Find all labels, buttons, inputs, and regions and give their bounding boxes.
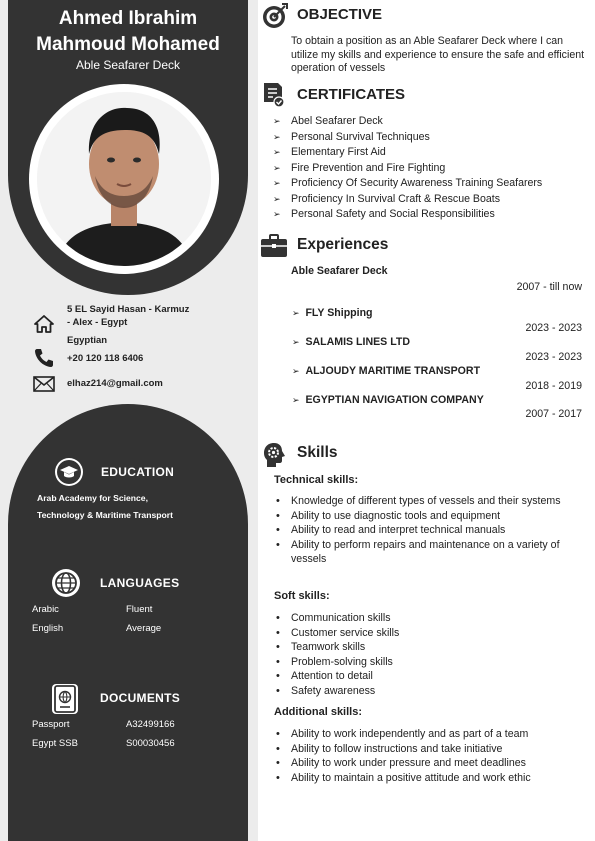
graduation-cap-icon [55,458,83,486]
list-item: • Ability to read and interpret technical manuals [273,523,591,538]
address: 5 EL Sayid Hasan - Karmuz - Alex - Egypt [67,304,190,328]
sidebar [0,0,258,841]
additional-skills-list [273,727,591,785]
document-name: Egypt SSB [32,738,78,749]
experience-role-period: 2007 - till now [516,281,582,293]
list-item: • Ability to perform repairs and maintenance on a variety of vessels [273,538,591,567]
list-item: ➢ Personal Safety and Social Responsibilities [273,207,591,223]
technical-skills-list [273,494,591,567]
experience-period: 2007 - 2017 [525,408,582,420]
document-number: A32499166 [126,719,175,730]
list-item: ➢ Abel Seafarer Deck [273,114,591,130]
candidate-name: Ahmed Ibrahim Mahmoud Mohamed [36,8,220,55]
profile-photo [37,92,211,266]
language-level: Average [126,623,162,634]
document-number: S00030456 [126,738,175,749]
list-item: • Ability to use diagnostic tools and equipment [273,509,591,524]
experience-company: ➢ SALAMIS LINES LTD [292,336,410,348]
experience-period: 2023 - 2023 [525,351,582,363]
list-item: ➢ Proficiency In Survival Craft & Rescue Boats [273,192,591,208]
list-item: • Ability to maintain a positive attitude and work ethic [273,771,591,786]
certificates-list [273,114,591,223]
list-item: • Attention to detail [273,669,591,684]
list-item: ➢ Personal Survival Techniques [273,130,591,146]
language-name: English [32,623,64,634]
target-icon [261,2,289,35]
languages-heading: LANGUAGES [100,576,180,590]
list-item: ➢ Fire Prevention and Fire Fighting [273,161,591,177]
list-item: • Ability to work under pressure and meet deadlines [273,756,591,771]
list-item: • Teamwork skills [273,640,591,655]
technical-skills-heading: Technical skills: [274,474,359,486]
briefcase-icon [259,233,289,264]
documents-heading: DOCUMENTS [100,691,181,705]
email-address: elhaz214@gmail.com [67,378,163,389]
soft-skills-heading: Soft skills: [274,590,330,602]
experience-company: ➢ EGYPTIAN NAVIGATION COMPANY [292,394,484,406]
phone-icon [33,347,55,374]
certificates-heading: CERTIFICATES [297,86,406,103]
list-item: • Knowledge of different types of vessels and their systems [273,494,591,509]
experience-company: ➢ ALJOUDY MARITIME TRANSPORT [292,365,481,377]
list-item: ➢ Elementary First Aid [273,145,591,161]
globe-icon [52,569,80,597]
list-item: • Safety awareness [273,684,591,699]
soft-skills-list [273,611,591,699]
list-item: • Problem-solving skills [273,655,591,670]
list-item: • Communication skills [273,611,591,626]
objective-text: To obtain a position as an Able Seafarer Deck where I can utilize my skills and experience to ensure the safe and efficient operation of vessels [291,35,585,74]
experience-role: Able Seafarer Deck [291,265,388,277]
education-heading: EDUCATION [101,465,175,479]
phone-number: +20 120 118 6406 [67,353,144,364]
list-item: • Customer service skills [273,626,591,641]
home-icon [33,314,55,339]
education-institution: Arab Academy for Science, Technology & Maritime Transport [37,493,173,520]
experience-period: 2023 - 2023 [525,322,582,334]
language-level: Fluent [126,604,153,615]
skills-heading: Skills [297,444,338,461]
objective-heading: OBJECTIVE [297,6,383,23]
candidate-title: Able Seafarer Deck [75,58,181,72]
passport-icon [52,684,78,714]
list-item: • Ability to follow instructions and take initiative [273,742,591,757]
head-gear-icon [262,441,288,474]
language-name: Arabic [32,604,59,615]
nationality: Egyptian [67,335,108,346]
list-item: • Ability to work independently and as part of a team [273,727,591,742]
experience-company: ➢ FLY Shipping [292,307,373,319]
envelope-icon [33,376,55,397]
experiences-heading: Experiences [297,236,389,253]
additional-skills-heading: Additional skills: [274,706,363,718]
document-name: Passport [32,719,70,730]
list-item: ➢ Proficiency Of Security Awareness Training Seafarers [273,176,591,192]
experience-period: 2018 - 2019 [525,380,582,392]
certificate-icon [262,82,286,115]
